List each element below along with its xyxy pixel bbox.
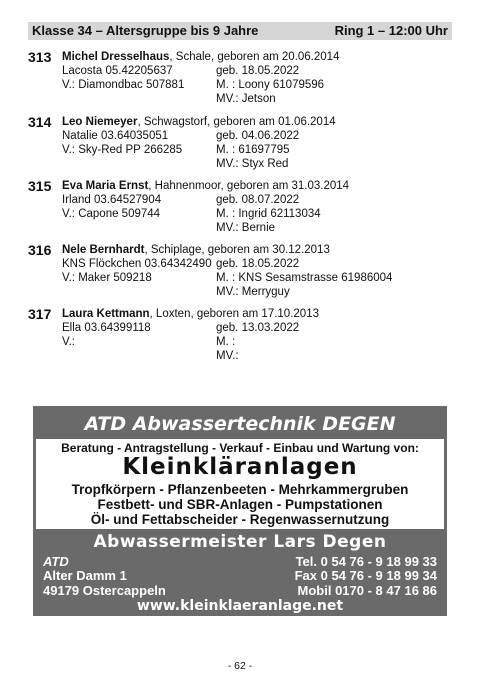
entry-number: 317 xyxy=(28,306,52,322)
ad-service-line: Festbett- und SBR-Anlagen - Pumpstationen xyxy=(97,497,383,512)
ad-fax: Fax 0 54 76 - 9 18 99 34 xyxy=(294,568,437,583)
class-header xyxy=(28,22,452,40)
ad-title: ATD Abwassertechnik DEGEN xyxy=(33,409,447,439)
sire: V.: Capone 509744 xyxy=(62,208,161,220)
rider-name: Michel Dresselhaus xyxy=(62,51,170,63)
ad-contact-panel xyxy=(33,530,447,616)
horse-name: KNS Flöckchen 03.64342490 xyxy=(62,258,212,270)
entry xyxy=(28,307,452,363)
horse-born: geb. 18.05.2022 xyxy=(216,65,300,77)
horse-name: Lacosta 05.42205637 xyxy=(62,65,173,77)
entry-number: 313 xyxy=(28,49,52,65)
entry xyxy=(28,243,452,299)
horse-name: Irland 03.64527904 xyxy=(62,194,162,206)
dam: M. : Ingrid 62113034 xyxy=(216,208,321,220)
horse-born: geb. 13.03.2022 xyxy=(216,322,300,334)
sire: V.: Sky-Red PP 266285 xyxy=(62,144,183,156)
sire: V.: Maker 509218 xyxy=(62,272,152,284)
rider-name: Leo Niemeyer xyxy=(62,116,138,128)
entry-rider xyxy=(62,243,330,257)
ad-service-line: Tropfkörpern - Pflanzenbeeten - Mehrkammergruben xyxy=(71,482,409,497)
class-title: Klasse 34 – Altersgruppe bis 9 Jahre xyxy=(32,23,259,38)
dam-sire: MV.: Bernie xyxy=(216,222,276,234)
dam: M. : xyxy=(216,336,236,348)
entry-rider xyxy=(62,179,349,193)
entry-rider xyxy=(62,50,339,64)
ad-logo-text: ATD xyxy=(43,554,69,569)
ad-city: 49179 Ostercappeln xyxy=(43,583,166,598)
ad-master-name: Abwassermeister Lars Degen xyxy=(93,532,387,552)
ad-website[interactable]: www.kleinklaeranlage.net xyxy=(136,598,344,614)
rider-name: Laura Kettmann xyxy=(62,308,150,320)
rider-name: Nele Bernhardt xyxy=(62,244,145,256)
rider-info: , Hahnenmoor, geboren am 31.03.2014 xyxy=(148,180,350,192)
dam-sire: MV.: Styx Red xyxy=(216,158,289,170)
entry xyxy=(28,179,452,235)
dam: M. : 61697795 xyxy=(216,144,290,156)
rider-info: , Schiplage, geboren am 30.12.2013 xyxy=(144,244,330,256)
rider-info: , Schale, geboren am 20.06.2014 xyxy=(169,51,340,63)
horse-born: geb. 04.06.2022 xyxy=(216,130,300,142)
entry-number: 315 xyxy=(28,178,52,194)
horse-name: Natalie 03.64035051 xyxy=(62,130,169,142)
ad-street: Alter Damm 1 xyxy=(43,568,127,583)
ad-lead: Beratung - Antragstellung - Verkauf - Einbau und Wartung von: xyxy=(61,441,419,455)
rider-info: , Loxten, geboren am 17.10.2013 xyxy=(149,308,319,320)
entry-rider xyxy=(62,307,319,321)
dam: M. : KNS Sesamstrasse 61986004 xyxy=(216,272,393,284)
entry-rider xyxy=(62,115,336,129)
horse-name: Ella 03.64399118 xyxy=(62,322,151,334)
rider-name: Eva Maria Ernst xyxy=(62,180,149,192)
entry xyxy=(28,50,452,106)
dam-sire: MV.: xyxy=(216,350,239,362)
horse-born: geb. 18.05.2022 xyxy=(216,258,300,270)
page-number: - 62 - xyxy=(227,660,253,672)
advertisement xyxy=(33,406,447,616)
ring-time: Ring 1 – 12:00 Uhr xyxy=(334,23,448,38)
ad-mobile: Mobil 0170 - 8 47 16 86 xyxy=(297,583,437,598)
horse-born: geb. 08.07.2022 xyxy=(216,194,300,206)
dam: M. : Loony 61079596 xyxy=(216,79,325,91)
ad-phone: Tel. 0 54 76 - 9 18 99 33 xyxy=(295,554,437,569)
ad-service-line: Öl- und Fettabscheider - Regenwassernutzung xyxy=(90,512,390,527)
ad-headline: Kleinkläranlagen xyxy=(122,454,358,480)
rider-info: , Schwagstorf, geboren am 01.06.2014 xyxy=(137,116,336,128)
entry-number: 316 xyxy=(28,242,52,258)
sire: V.: Diamondbac 507881 xyxy=(62,79,185,91)
entry-number: 314 xyxy=(28,114,52,130)
sire: V.: xyxy=(62,336,76,348)
dam-sire: MV.: Merryguy xyxy=(216,286,290,298)
dam-sire: MV.: Jetson xyxy=(216,93,276,105)
entry xyxy=(28,115,452,171)
